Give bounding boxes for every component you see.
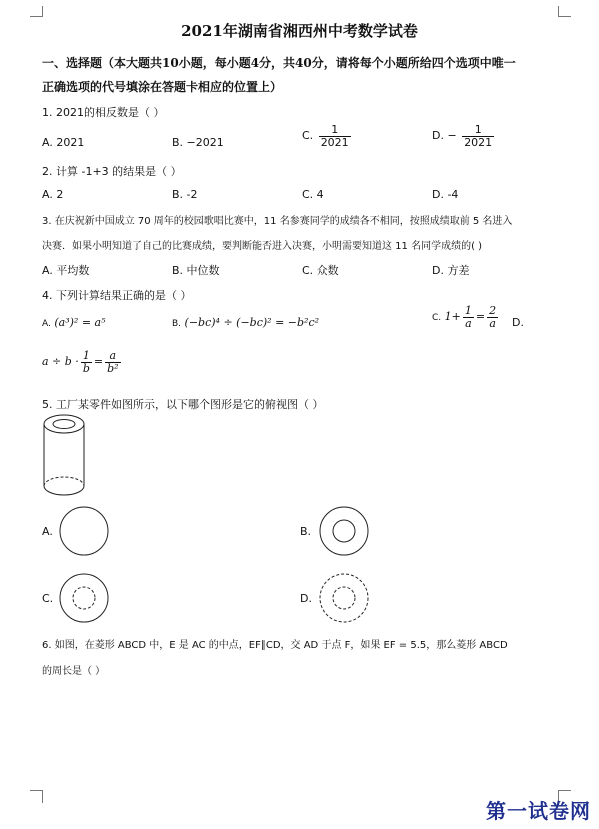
question-5-text: 5. 工厂某零件如图所示，以下哪个图形是它的俯视图（ ） xyxy=(42,398,324,411)
q5-option-b-concentric-circles-figure xyxy=(318,505,370,557)
q4-option-a-expression: (a³)² = a⁵ xyxy=(54,316,106,329)
fraction-denominator: b xyxy=(82,361,90,375)
q4-option-d-fraction-2 xyxy=(105,350,120,374)
q4-option-c-label: C. xyxy=(432,313,442,324)
fraction-numerator: 1 xyxy=(319,124,351,137)
question-3-line2: 决赛．如果小明知道了自己的比赛成绩，要判断能否进入决赛，小明需要知道这 11 名同学成绩的( ) xyxy=(42,241,483,252)
fraction-numerator: a xyxy=(105,350,120,363)
crop-mark-top-left xyxy=(30,6,43,17)
q4-option-d-label: D. xyxy=(512,316,524,329)
fraction-denominator: b² xyxy=(107,361,119,375)
fraction-numerator: 2 xyxy=(489,304,497,317)
question-4-text: 4. 下列计算结果正确的是（ ） xyxy=(42,289,192,302)
q5-option-c-dashed-inner-circle-figure xyxy=(58,572,110,624)
q1-option-c xyxy=(302,124,353,148)
q4-option-c xyxy=(432,305,500,329)
question-1-text: 1. 2021的相反数是（ ） xyxy=(42,106,165,119)
q3-option-c: C. 众数 xyxy=(302,264,339,277)
q1-option-d-fraction xyxy=(462,124,494,148)
section-heading-line1: 一、选择题（本大题共10小题，每小题4分，共40分，请将每个小题所给四个选项中唯一 xyxy=(42,56,516,70)
fraction-denominator: a xyxy=(465,316,472,330)
q1-option-a: A. 2021 xyxy=(42,136,85,149)
q4-option-c-equals: = xyxy=(475,310,486,324)
q1-option-d xyxy=(432,124,496,148)
q1-option-d-label: D. − xyxy=(432,129,457,143)
q4-option-c-fraction-2 xyxy=(487,305,498,329)
fraction-denominator: a xyxy=(489,316,496,330)
q2-option-c: C. 4 xyxy=(302,188,324,201)
q5-option-a-label: A. xyxy=(42,525,53,538)
crop-mark-top-right xyxy=(558,6,571,17)
question-6-line2: 的周长是（ ） xyxy=(42,666,106,677)
q4-option-d xyxy=(42,350,123,374)
fraction-numerator: 1 xyxy=(464,304,472,317)
crop-mark-bottom-left xyxy=(30,790,43,803)
question-2-text: 2. 计算 -1+3 的结果是（ ） xyxy=(42,165,182,178)
site-watermark: 第一试卷网 xyxy=(486,799,591,823)
fraction-numerator: 1 xyxy=(81,350,92,363)
fraction-denominator: 2021 xyxy=(464,135,493,149)
q4-option-d-fraction-1 xyxy=(81,350,92,374)
question-6-line1: 6. 如图，在菱形 ABCD 中，E 是 AC 的中点，EF∥CD，交 AD 于点 F，如果 EF = 5.5，那么菱形 ABCD xyxy=(42,640,508,651)
question-3-line1: 3. 在庆祝新中国成立 70 周年的校园歌唱比赛中，11 名参赛同学的成绩各不相同，按照成绩取前 5 名进入 xyxy=(42,216,513,227)
q5-option-c-label: C. xyxy=(42,592,54,605)
fraction-numerator: 1 xyxy=(462,124,494,137)
q4-option-b-expression: (−bc)⁴ ÷ (−bc)² = −b²c² xyxy=(184,316,320,329)
q5-option-b-label: B. xyxy=(300,525,312,538)
q4-option-c-fraction-1 xyxy=(463,305,474,329)
q5-option-d-dashed-circles-figure xyxy=(318,572,370,624)
section-heading-line2: 正确选项的代号填涂在答题卡相应的位置上） xyxy=(42,80,283,94)
q4-option-a-label: A. xyxy=(42,319,51,329)
q2-option-b: B. -2 xyxy=(172,188,198,201)
q4-option-a xyxy=(42,316,106,329)
q4-option-d-pre: a ÷ b · xyxy=(42,355,79,369)
fraction-denominator: 2021 xyxy=(320,135,349,149)
q4-option-b-label: B. xyxy=(172,319,182,329)
q2-option-d: D. -4 xyxy=(432,188,459,201)
q4-option-c-pre: 1+ xyxy=(444,310,461,324)
exam-title: 2021年湖南省湘西州中考数学试卷 xyxy=(181,22,418,40)
q5-option-a-circle-figure xyxy=(58,505,110,557)
q3-option-d: D. 方差 xyxy=(432,264,470,277)
q2-option-a: A. 2 xyxy=(42,188,64,201)
q3-option-b: B. 中位数 xyxy=(172,264,220,277)
q5-option-d-label: D. xyxy=(300,592,312,605)
q1-option-c-fraction xyxy=(319,124,351,148)
q1-option-b: B. −2021 xyxy=(172,136,224,149)
q3-option-a: A. 平均数 xyxy=(42,264,90,277)
q4-option-b xyxy=(172,316,319,329)
hollow-cylinder-figure xyxy=(40,412,94,500)
q1-option-c-label: C. xyxy=(302,129,314,143)
q4-option-d-equals: = xyxy=(93,355,104,369)
